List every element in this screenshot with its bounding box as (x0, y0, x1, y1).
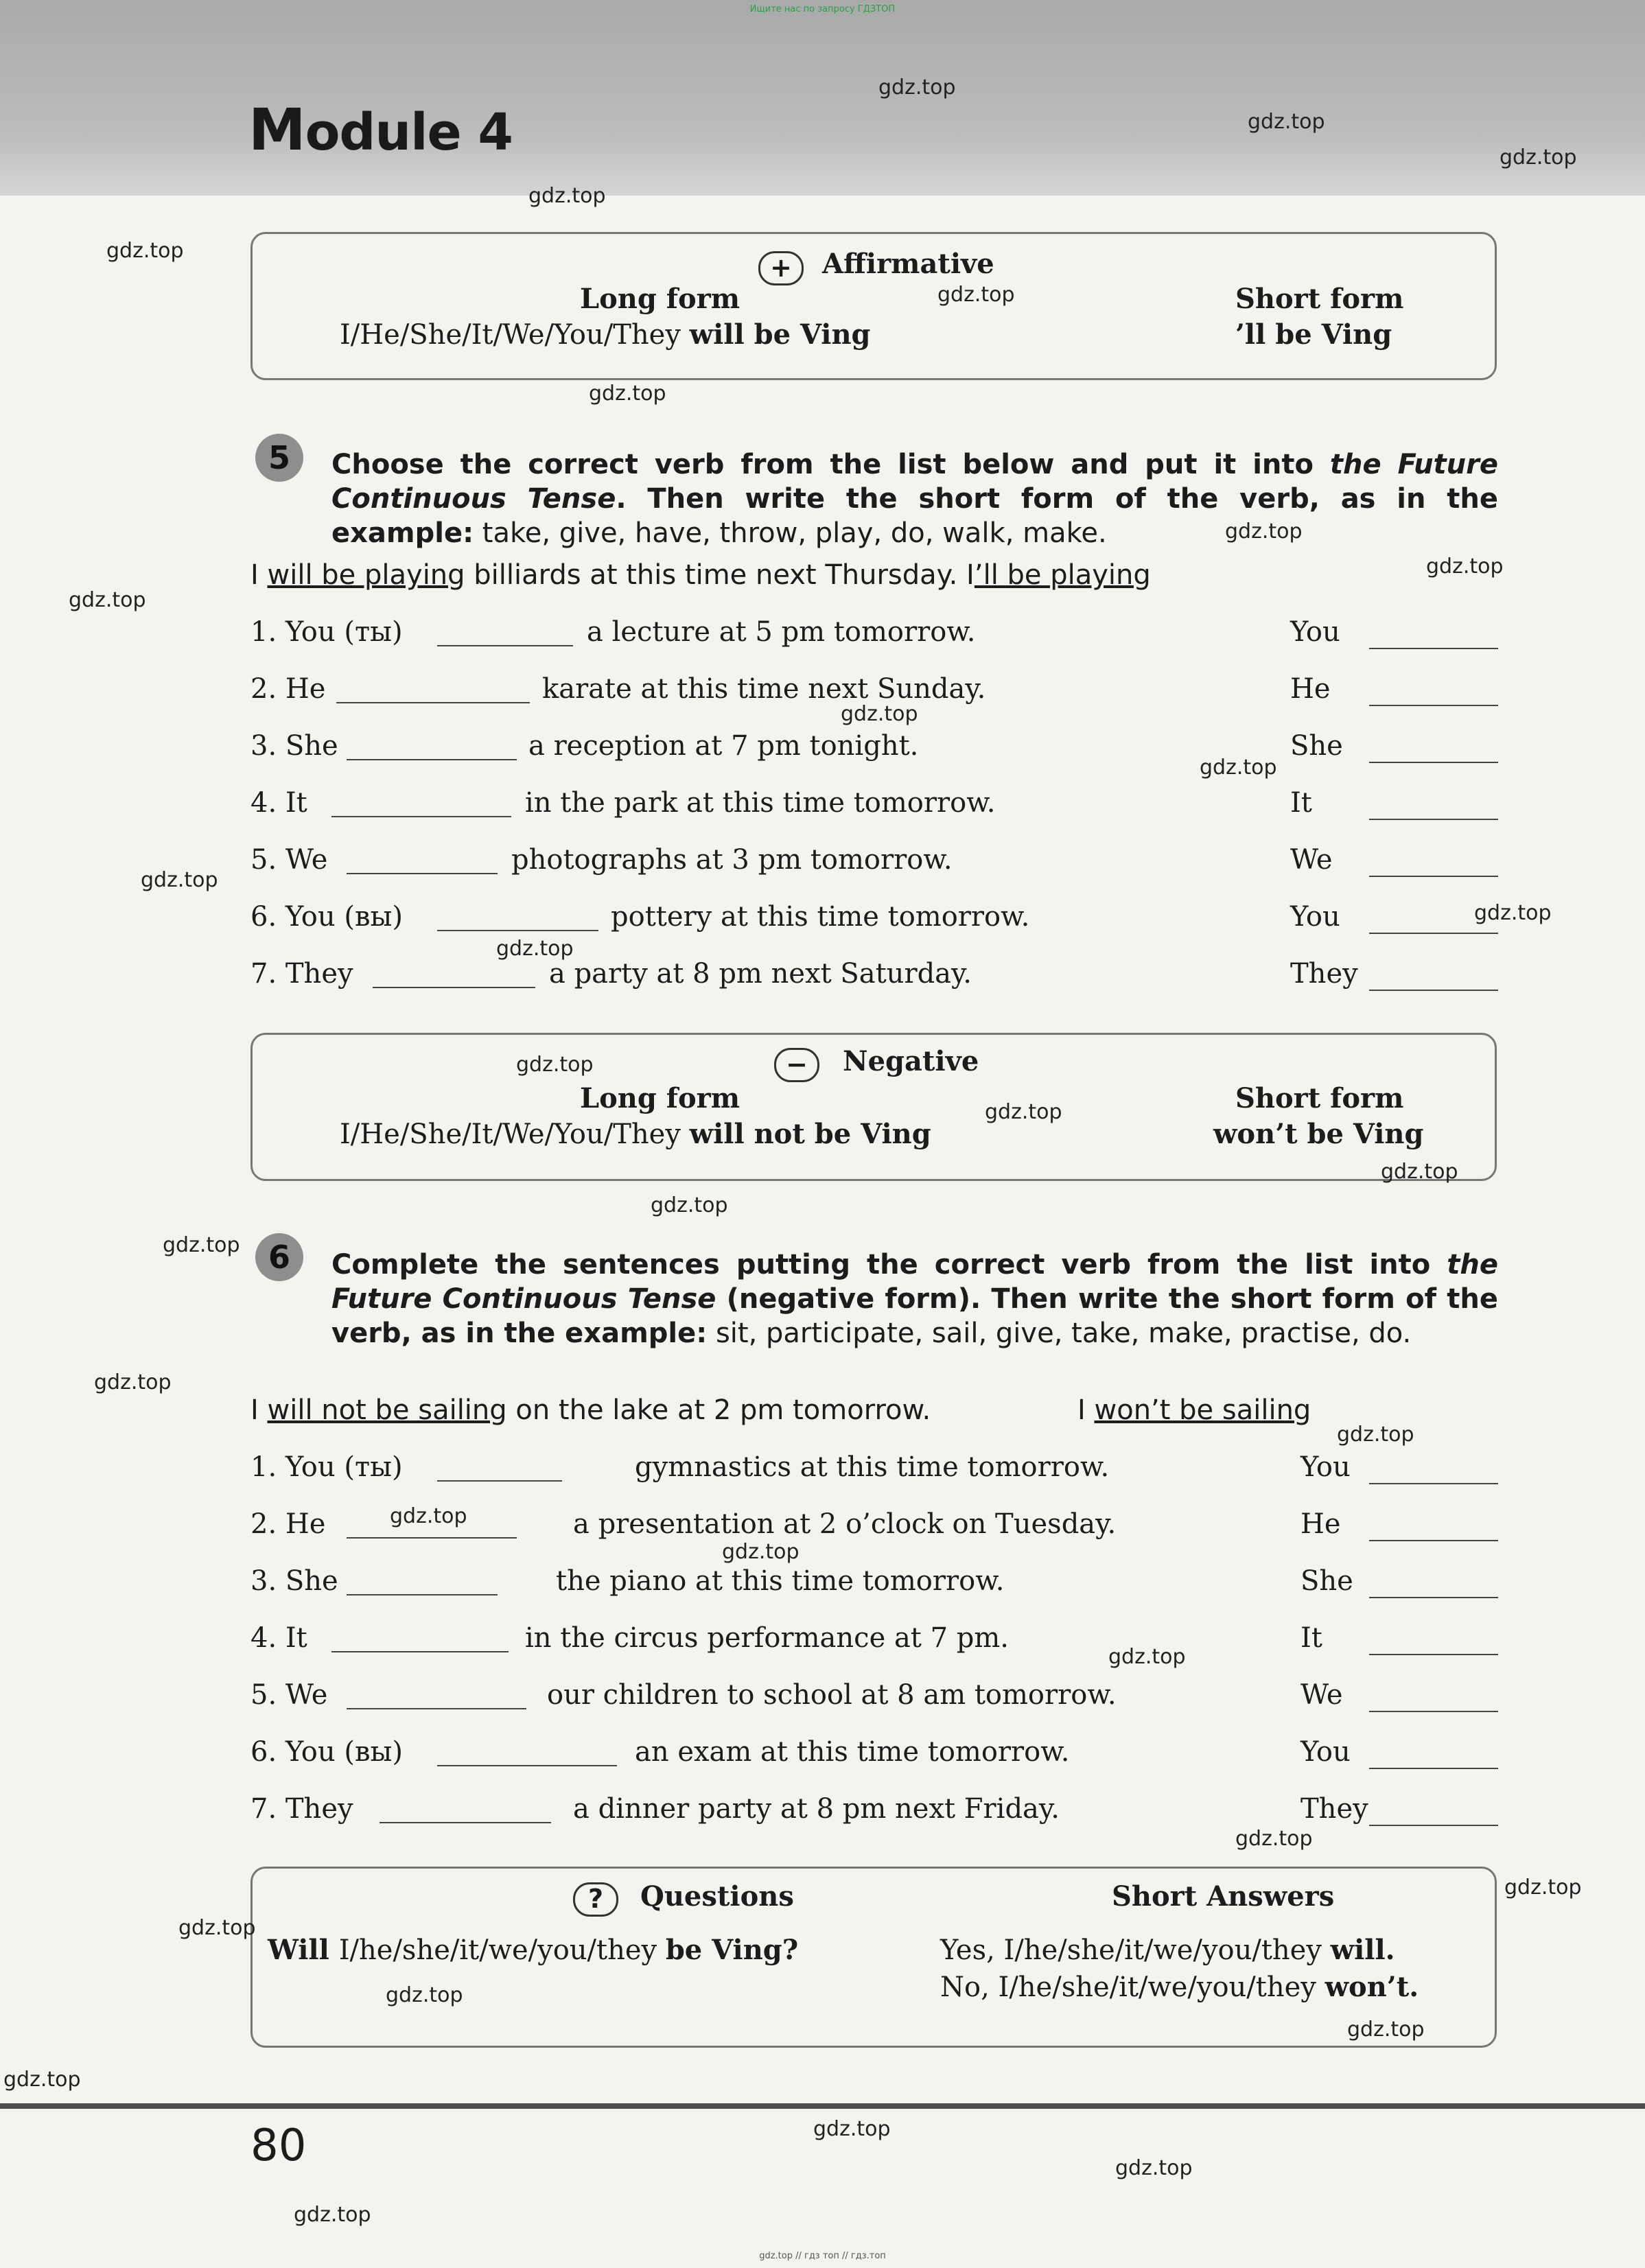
bottom-note: gdz.top // гдз топ // гдз.топ (759, 2251, 886, 2261)
header-band (0, 0, 1645, 196)
watermark: gdz.top (496, 937, 574, 961)
yes-answer (940, 1934, 1395, 1966)
question-icon: ? (573, 1882, 618, 1917)
short-form-blank[interactable] (1369, 990, 1498, 991)
row-number: 4. It (250, 1622, 307, 1654)
ex5-example-long: will be playing (267, 559, 465, 591)
affirmative-subjects: I/He/She/It/We/You/They (340, 319, 681, 351)
watermark: gdz.top (516, 1053, 594, 1077)
answer-blank[interactable] (336, 701, 530, 703)
short-form-blank[interactable] (1369, 1768, 1498, 1769)
ex6-row-3 (250, 1565, 1500, 1600)
yes-subjects: Yes, I/he/she/it/we/you/they (940, 1934, 1331, 1966)
short-form-pronoun: It (1290, 787, 1312, 819)
row-number: 2. He (250, 1508, 326, 1540)
minus-icon: − (774, 1048, 819, 1082)
affirmative-short-verb: ’ll be Ving (1235, 318, 1392, 351)
watermark: gdz.top (141, 868, 218, 892)
row-text: photographs at 3 pm tomorrow. (511, 844, 953, 876)
answer-blank[interactable] (331, 815, 511, 817)
ex6-row-1 (250, 1451, 1500, 1486)
watermark: gdz.top (1225, 519, 1303, 543)
question-verb: be Ving? (665, 1934, 799, 1966)
plus-icon: + (758, 251, 804, 285)
answer-blank[interactable] (347, 1707, 526, 1709)
question-will: Will (268, 1934, 339, 1966)
affirmative-long-form (340, 318, 871, 351)
ex5-example-a: I (250, 559, 268, 591)
row-text: pottery at this time tomorrow. (611, 901, 1030, 933)
watermark: gdz.top (528, 184, 606, 208)
row-number: 5. We (250, 1679, 328, 1711)
exercise-6-example-short (1077, 1394, 1311, 1426)
short-form-blank[interactable] (1369, 1711, 1498, 1712)
watermark: gdz.top (1381, 1160, 1458, 1184)
top-note: Ищите нас по запросу ГДЗТОП (749, 4, 896, 14)
watermark: gdz.top (3, 2068, 81, 2092)
no-answer (940, 1971, 1419, 2003)
row-text: an exam at this time tomorrow. (635, 1736, 1070, 1768)
ex6-instr-a: Complete the sentences putting the correct verb from the list into (331, 1249, 1447, 1281)
ex5-instr-a: Choose the correct verb from the list below and put it into (331, 449, 1330, 480)
watermark: gdz.top (69, 588, 146, 612)
negative-short-form (1213, 1118, 1423, 1150)
row-number: 5. We (250, 844, 328, 876)
row-text: in the circus performance at 7 pm. (525, 1622, 1009, 1654)
short-form-blank[interactable] (1369, 1540, 1498, 1541)
row-number: 7. They (250, 1793, 353, 1825)
row-number: 2. He (250, 673, 326, 705)
ex6-example-short-form: won’t be sailing (1094, 1394, 1311, 1426)
exercise-6-instructions (331, 1248, 1498, 1351)
module-title (248, 96, 513, 163)
module-title-rest: odule 4 (305, 103, 513, 162)
ex5-instr-b: . Then write the short form of the verb, as in the example: (331, 483, 1498, 549)
short-form-pronoun: She (1300, 1565, 1353, 1597)
ex6-verb-list: sit, participate, sail, give, take, make, practise, do. (707, 1318, 1412, 1349)
negative-short-verb: won’t be Ving (1213, 1118, 1424, 1150)
watermark: gdz.top (841, 702, 918, 726)
exercise-5-instructions (331, 447, 1498, 550)
negative-long-head: Long form (580, 1082, 740, 1114)
short-answers-title: Short Answers (1112, 1880, 1335, 1913)
answer-blank[interactable] (437, 644, 573, 646)
short-form-pronoun: She (1290, 730, 1343, 762)
row-text: gymnastics at this time tomorrow. (635, 1451, 1110, 1483)
short-form-blank[interactable] (1369, 933, 1498, 934)
ex6-example-a: I (250, 1394, 268, 1426)
watermark: gdz.top (178, 1916, 256, 1940)
short-form-blank[interactable] (1369, 705, 1498, 706)
watermark: gdz.top (878, 75, 956, 100)
negative-subjects: I/He/She/It/We/You/They (340, 1119, 681, 1150)
answer-blank[interactable] (373, 985, 535, 988)
row-text: our children to school at 8 am tomorrow. (547, 1679, 1117, 1711)
ex6-example-c: I (1077, 1394, 1095, 1426)
short-form-pronoun: They (1300, 1793, 1368, 1825)
ex5-row-1 (250, 616, 1500, 651)
ex6-row-6 (250, 1736, 1500, 1770)
watermark: gdz.top (163, 1233, 240, 1257)
short-form-blank[interactable] (1369, 1483, 1498, 1484)
ex5-verb-list: take, give, have, throw, play, do, walk, make. (474, 517, 1107, 549)
page-number: 80 (250, 2120, 307, 2171)
affirmative-long-head: Long form (580, 283, 740, 315)
watermark: gdz.top (813, 2117, 891, 2141)
watermark: gdz.top (1504, 1875, 1582, 1899)
watermark: gdz.top (937, 283, 1015, 307)
short-form-blank[interactable] (1369, 1825, 1498, 1826)
watermark: gdz.top (390, 1504, 467, 1528)
short-form-pronoun: He (1300, 1508, 1341, 1540)
short-form-blank[interactable] (1369, 1597, 1498, 1598)
watermark: gdz.top (106, 239, 184, 263)
ex6-example-b: on the lake at 2 pm tomorrow. (506, 1394, 931, 1426)
watermark: gdz.top (722, 1540, 800, 1564)
answer-blank[interactable] (437, 1764, 617, 1766)
watermark: gdz.top (1115, 2156, 1193, 2180)
ex5-row-5 (250, 844, 1500, 878)
watermark: gdz.top (1337, 1423, 1414, 1447)
negative-long-verb: will not be Ving (689, 1118, 931, 1150)
no-subjects: No, I/he/she/it/we/you/they (940, 1972, 1325, 2003)
answer-blank[interactable] (380, 1821, 551, 1823)
watermark: gdz.top (1347, 2018, 1425, 2042)
ex6-row-4 (250, 1622, 1500, 1657)
ex6-example-long: will not be sailing (267, 1394, 507, 1426)
short-form-pronoun: We (1300, 1679, 1343, 1711)
watermark: gdz.top (589, 382, 666, 406)
row-number: 6. You (вы) (250, 1736, 403, 1768)
watermark: gdz.top (1108, 1645, 1186, 1669)
row-text: the piano at this time tomorrow. (556, 1565, 1005, 1597)
answer-blank[interactable] (331, 1650, 509, 1652)
short-form-pronoun: We (1290, 844, 1333, 876)
short-form-pronoun: You (1290, 901, 1340, 933)
row-number: 3. She (250, 1565, 338, 1597)
questions-title: Questions (640, 1880, 794, 1913)
short-form-blank[interactable] (1369, 648, 1498, 649)
ex5-row-3 (250, 730, 1500, 764)
short-form-blank[interactable] (1369, 1654, 1498, 1655)
ex5-row-7 (250, 958, 1500, 992)
exercise-6-example (250, 1394, 931, 1426)
watermark: gdz.top (1248, 110, 1325, 134)
watermark: gdz.top (1500, 145, 1577, 169)
exercise-5-number: 5 (255, 434, 303, 482)
watermark: gdz.top (985, 1100, 1062, 1124)
watermark: gdz.top (1200, 756, 1277, 780)
row-text: a presentation at 2 o’clock on Tuesday. (573, 1508, 1117, 1540)
short-form-blank[interactable] (1369, 762, 1498, 763)
affirmative-title: Affirmative (822, 248, 994, 280)
answer-blank[interactable] (347, 1593, 498, 1595)
yes-will: will. (1330, 1934, 1395, 1966)
negative-short-head: Short form (1235, 1082, 1404, 1114)
watermark: gdz.top (94, 1370, 172, 1394)
short-form-pronoun: It (1300, 1622, 1322, 1654)
watermark: gdz.top (386, 1983, 463, 2007)
watermark: gdz.top (1474, 901, 1552, 925)
answer-blank[interactable] (347, 758, 517, 760)
row-number: 7. They (250, 958, 353, 990)
row-text: a dinner party at 8 pm next Friday. (573, 1793, 1060, 1825)
row-text: a party at 8 pm next Saturday. (549, 958, 972, 990)
negative-title: Negative (843, 1045, 979, 1077)
answer-blank[interactable] (437, 1479, 562, 1482)
question-form (268, 1934, 798, 1966)
ex5-row-6 (250, 901, 1500, 935)
answer-blank[interactable] (347, 872, 498, 874)
no-wont: won’t. (1325, 1971, 1419, 2003)
affirmative-short-form (1235, 318, 1392, 351)
watermark: gdz.top (1235, 1827, 1313, 1851)
answer-blank[interactable] (347, 1536, 517, 1539)
short-form-blank[interactable] (1369, 876, 1498, 877)
ex5-row-4 (250, 787, 1500, 821)
row-text: in the park at this time tomorrow. (525, 787, 996, 819)
row-text: a reception at 7 pm tonight. (528, 730, 919, 762)
ex5-instr-tense: the Future Continuous Tense (331, 449, 1498, 515)
answer-blank[interactable] (437, 928, 598, 931)
short-form-pronoun: You (1290, 616, 1340, 648)
watermark: gdz.top (294, 2203, 371, 2227)
row-number: 4. It (250, 787, 307, 819)
row-number: 1. You (ты) (250, 616, 403, 648)
row-number: 1. You (ты) (250, 1451, 403, 1483)
short-form-pronoun: You (1300, 1451, 1351, 1483)
row-number: 3. She (250, 730, 338, 762)
ex6-row-7 (250, 1793, 1500, 1827)
ex6-row-5 (250, 1679, 1500, 1714)
row-number: 6. You (вы) (250, 901, 403, 933)
exercise-6-number: 6 (255, 1233, 303, 1281)
affirmative-long-verb: will be Ving (689, 318, 871, 351)
negative-long-form (340, 1118, 931, 1150)
question-subjects: I/he/she/it/we/you/they (338, 1934, 666, 1966)
row-text: a lecture at 5 pm tomorrow. (587, 616, 976, 648)
module-title-initial: M (248, 96, 305, 163)
short-form-pronoun: They (1290, 958, 1358, 990)
ex6-instr-b: (negative form). Then write the short form of the verb, as in the example: (331, 1283, 1499, 1349)
short-form-blank[interactable] (1369, 819, 1498, 820)
short-form-pronoun: He (1290, 673, 1331, 705)
affirmative-short-head: Short form (1235, 283, 1404, 315)
exercise-5-example (250, 559, 1151, 591)
ex5-example-b: billiards at this time next Thursday. I (465, 559, 975, 591)
ex5-example-short: ’ll be playing (974, 559, 1151, 591)
watermark: gdz.top (651, 1193, 728, 1217)
short-form-pronoun: You (1300, 1736, 1351, 1768)
ex6-instr-tense: the Future Continuous Tense (331, 1249, 1498, 1315)
row-text: karate at this time next Sunday. (542, 673, 986, 705)
watermark: gdz.top (1426, 554, 1504, 578)
bottom-rule (0, 2103, 1645, 2109)
